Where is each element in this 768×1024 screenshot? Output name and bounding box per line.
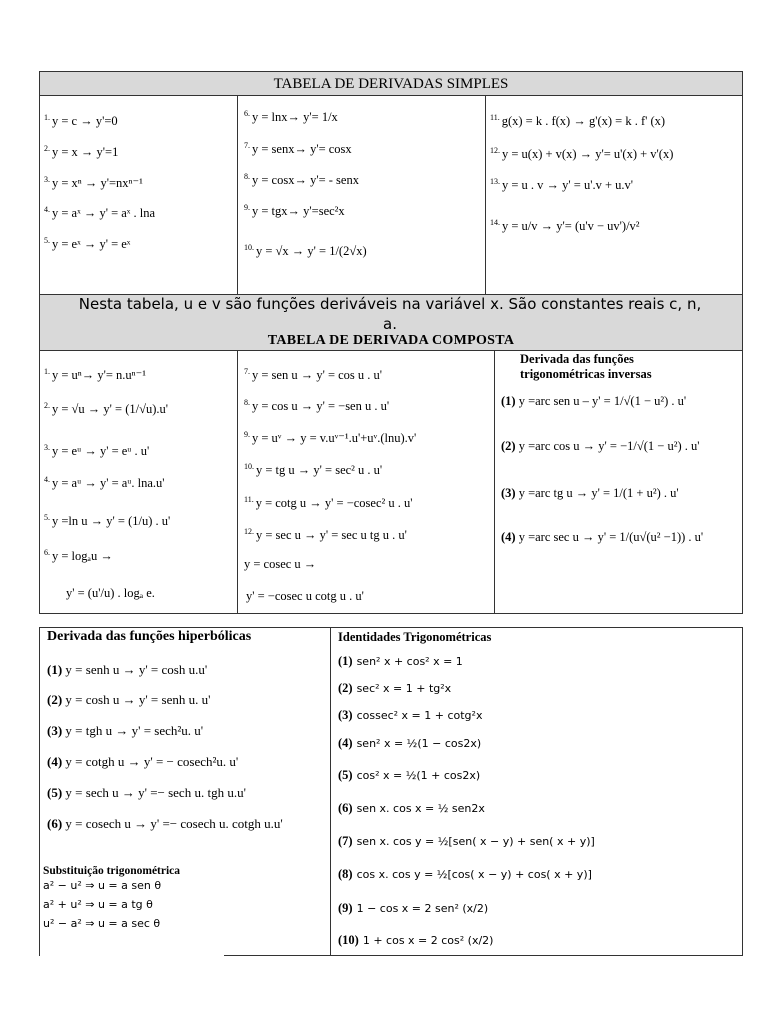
hyperbolic-formula-6: (6) y = cosech u → y' =− cosech u. cotgh u.u' [47, 816, 283, 831]
identity-5: (5) cos² x = ½(1 + cos2x) [338, 768, 481, 782]
hyperbolic-formula-2: (2) y = cosh u → y' = senh u. u' [47, 692, 211, 707]
identity-8: (8) cos x. cos y = ½[cos( x − y) + cos( x + y)] [338, 867, 592, 881]
inverse-formula-2: (2) y =arc cos u → y' = −1/√(1 − u²) . u' [501, 439, 700, 453]
inverse-formula-4: (4) y =arc sec u → y' = 1/(u√(u² −1)) . u' [501, 530, 704, 544]
composite-formula-5: $^{5.}$ y =ln u → y' = (1/u) . u' [44, 513, 171, 529]
identity-2: (2) sec² x = 1 + tg²x [338, 681, 452, 695]
composite-formula-1: $^{1.}$ y = uⁿ→ y'= n.uⁿ⁻¹ [44, 367, 146, 383]
identity-4: (4) sen² x = ½(1 − cos2x) [338, 736, 482, 750]
bottom-table-top-border [39, 627, 743, 628]
composite-col-divider-1 [237, 351, 238, 613]
simple-col-divider-2 [485, 96, 486, 294]
simple-formula-5: $^{5.}$ y = eˣ → y' = eˣ [44, 236, 131, 252]
composite-table-title: TABELA DE DERIVADA COMPOSTA [267, 333, 515, 348]
composite-formula-4: $^{4.}$ y = aᵘ → y' = aᵘ. lna.u' [44, 475, 165, 491]
composite-formula-10: $^{10.}$ y = tg u → y' = sec² u . u' [244, 462, 383, 478]
hyperbolic-formula-5: (5) y = sech u → y' =− sech u. tgh u.u' [47, 785, 246, 800]
hyperbolic-title: Derivada das funções hiperbólicas [47, 629, 252, 644]
substitution-2: a² + u² ⇒ u = a tg θ [43, 898, 153, 911]
composite-col-divider-2 [494, 351, 495, 613]
bottom-table-bottom-border [224, 955, 743, 956]
simple-formula-6: $^{6.}$ y = lnx→ y'= 1/x [244, 109, 338, 125]
composite-formula-6: $^{6.}$ y = logₐu → [44, 548, 113, 564]
composite-formula-3: $^{3.}$ y = eᵘ → y' = eᵘ . u' [44, 443, 150, 459]
simple-derivatives-table [39, 71, 743, 295]
simple-formula-13: $^{13.}$ y = u . v → y' = u'.v + u.v' [490, 177, 634, 193]
simple-formula-7: $^{7.}$ y = senx→ y'= cosx [244, 141, 352, 157]
identities-title: Identidades Trigonométricas [338, 630, 492, 644]
bottom-col-divider [330, 627, 331, 956]
identity-10: (10) 1 + cos x = 2 cos² (x/2) [338, 933, 494, 947]
identity-1: (1) sen² x + cos² x = 1 [338, 654, 463, 668]
inverse-formula-1: (1) y =arc sen u – y' = 1/√(1 − u²) . u' [501, 394, 687, 408]
hyperbolic-formula-3: (3) y = tgh u → y' = sech²u. u' [47, 723, 204, 738]
simple-formula-9: $^{9.}$ y = tgx→ y'=sec²x [244, 203, 345, 219]
composite-formula-7: $^{7.}$ y = sen u → y' = cos u . u' [244, 367, 383, 383]
composite-formula-8: $^{8.}$ y = cos u → y' = −sen u . u' [244, 398, 390, 414]
composite-formula-13b: y' = −cosec u cotg u . u' [246, 589, 364, 603]
substitution-3: u² − a² ⇒ u = a sec θ [43, 917, 161, 930]
simple-formula-3: $^{3.}$ y = xⁿ → y'=nxⁿ⁻¹ [44, 175, 143, 191]
simple-formula-10: $^{10.}$ y = √x → y' = 1/(2√x) [244, 243, 367, 259]
simple-formula-4: $^{4.}$ y = aˣ → y' = aˣ . lna [44, 205, 156, 221]
composite-formula-11: $^{11.}$ y = cotg u → y' = −cosec² u . u' [244, 495, 413, 511]
bottom-table-right-border [742, 627, 743, 956]
simple-formula-2: $^{2.}$ y = x → y'=1 [44, 144, 119, 160]
composite-formula-9: $^{9.}$ y = uᵛ → y = v.uᵛ⁻¹.u'+uᵛ.(lnu).v' [244, 430, 417, 446]
simple-formula-11: $^{11.}$ g(x) = k . f(x) → g'(x) = k . f' (x) [490, 113, 666, 129]
composite-formula-13: y = cosec u → [244, 557, 317, 571]
identity-7: (7) sen x. cos y = ½[sen( x − y) + sen( x + y)] [338, 834, 595, 848]
simple-table-title: TABELA DE DERIVADAS SIMPLES [40, 72, 742, 96]
composite-formula-12: $^{12.}$ y = sec u → y' = sec u tg u . u' [244, 527, 407, 543]
composite-formula-2: $^{2.}$ y = √u → y' = (1/√u).u' [44, 401, 168, 417]
inverse-trig-title: Derivada das funções trigonométricas inversas [520, 352, 652, 381]
identity-6: (6) sen x. cos x = ½ sen2x [338, 801, 485, 815]
simple-formula-1: $^{1.}$ y = c → y'=0 [44, 113, 118, 129]
composite-formula-6b: y' = (u'/u) . logₐ e. [66, 586, 155, 600]
hyperbolic-formula-4: (4) y = cotgh u → y' = − cosech²u. u' [47, 754, 239, 769]
identity-9: (9) 1 − cos x = 2 sen² (x/2) [338, 901, 489, 915]
simple-formula-12: $^{12.}$ y = u(x) + v(x) → y'= u'(x) + v'(x) [490, 146, 674, 162]
simple-formula-14: $^{14.}$ y = u/v → y'= (u'v − uv')/v² [490, 218, 640, 234]
substitution-title: Substituição trigonométrica [43, 865, 181, 877]
simple-formula-8: $^{8.}$ y = cosx→ y'= - senx [244, 172, 359, 188]
bottom-table-left-border [39, 627, 40, 956]
simple-col-divider-1 [237, 96, 238, 294]
identity-3: (3) cossec² x = 1 + cotg²x [338, 708, 483, 722]
substitution-1: a² − u² ⇒ u = a sen θ [43, 879, 162, 892]
inverse-formula-3: (3) y =arc tg u → y' = 1/(1 + u²) . u' [501, 486, 679, 500]
hyperbolic-formula-1: (1) y = senh u → y' = cosh u.u' [47, 662, 208, 677]
variables-note: Nesta tabela, u e v são funções deriváveis na variável x. São constantes reais c, n, a. [78, 295, 702, 333]
